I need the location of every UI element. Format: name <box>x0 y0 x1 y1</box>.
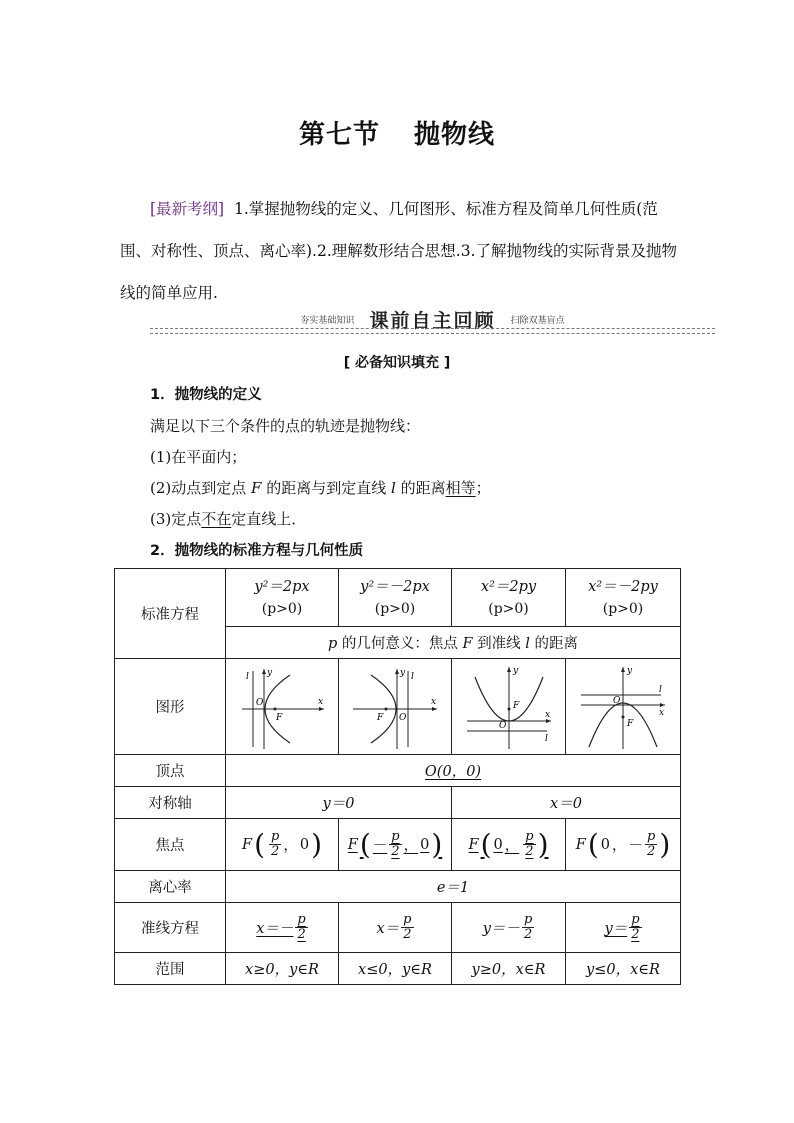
svg-text:O: O <box>498 720 506 731</box>
section2-heading: 2．抛物线的标准方程与几何性质 <box>150 543 364 559</box>
label-directrix: 准线方程 <box>115 903 226 953</box>
parabola-down-svg <box>573 663 673 751</box>
banner-right: 扫除双基盲点 <box>510 316 565 326</box>
range-value: y≤0，x∈R <box>566 953 681 985</box>
properties-table <box>114 568 681 985</box>
parabola-left-svg <box>345 663 445 751</box>
graph-right-opening <box>226 659 339 755</box>
graph-down-opening <box>566 659 681 755</box>
svg-text:F: F <box>377 712 384 723</box>
equation-cell: y²＝2px (p>0) <box>226 569 339 627</box>
label-range: 范围 <box>115 953 226 985</box>
syllabus-label: [最新考纲] <box>150 200 225 218</box>
svg-text:l: l <box>246 671 249 682</box>
banner-divider <box>150 328 715 334</box>
svg-text:y: y <box>400 667 406 678</box>
label-eccentricity: 离心率 <box>115 871 226 903</box>
graph-left-opening <box>339 659 452 755</box>
title-part2: 抛物线 <box>414 120 496 150</box>
eccentricity-value: e＝1 <box>226 871 681 903</box>
directrix-value: y＝ $\frac{p}{2}$ <box>566 903 681 953</box>
svg-text:O: O <box>613 695 621 706</box>
title-part1: 第七节 <box>298 120 380 150</box>
svg-text:l: l <box>411 671 414 682</box>
range-value: y≥0，x∈R <box>452 953 566 985</box>
label-focus: 焦点 <box>115 819 226 871</box>
svg-text:x: x <box>544 709 550 720</box>
condition-1: (1)在平面内； <box>150 448 247 466</box>
range-value: x≤0，y∈R <box>339 953 452 985</box>
equation-cell: x²＝－2py (p>0) <box>566 569 681 627</box>
section1-intro: 满足以下三个条件的点的轨迹是抛物线： <box>150 417 421 435</box>
syllabus <box>120 188 680 314</box>
svg-text:y: y <box>627 665 633 676</box>
section1-heading: 1．抛物线的定义 <box>150 387 262 403</box>
graph-up-opening <box>452 659 566 755</box>
axis-value-y: x＝0 <box>452 787 681 819</box>
banner-left: 夯实基础知识 <box>300 316 355 326</box>
svg-text:O: O <box>256 697 264 708</box>
focus-value: F ( 0 ， － $\frac{p}{2}$ ) <box>566 819 681 871</box>
focus-value: F ( 0 ， $\frac{p}{2}$ ) <box>452 819 566 871</box>
condition-3: (3)定点不在定直线上． <box>150 510 307 528</box>
parabola-up-svg <box>459 663 559 751</box>
svg-text:x: x <box>318 696 324 707</box>
svg-text:F: F <box>512 700 519 711</box>
svg-text:F: F <box>627 718 634 729</box>
svg-text:F: F <box>276 712 283 723</box>
svg-text:y: y <box>267 667 273 678</box>
subheading: [ 必备知识填充 ] <box>343 355 451 371</box>
p-meaning: p 的几何意义：焦点 F 到准线 l 的距离 <box>226 627 681 659</box>
syllabus-text: 1.掌握抛物线的定义、几何图形、标准方程及简单几何性质(范围、对称性、顶点、离心率).2.理解数形结合思想.3.了解抛物线的实际背景及抛物线的简单应用. <box>120 200 677 302</box>
section-banner <box>150 306 715 330</box>
svg-text:y: y <box>512 665 518 676</box>
focus-value: F ( $\frac{p}{2}$ ， 0 ) <box>226 819 339 871</box>
focus-value: F ( － $\frac{p}{2}$ ， 0 ) <box>339 819 452 871</box>
condition-2: (2)动点到定点 F 的距离与到定直线 l 的距离相等； <box>150 479 491 497</box>
svg-text:l: l <box>544 733 548 744</box>
label-axis: 对称轴 <box>115 787 226 819</box>
label-standard-equation: 标准方程 <box>115 569 226 659</box>
directrix-value: x＝ $\frac{p}{2}$ <box>339 903 452 953</box>
directrix-value: x＝－ $\frac{p}{2}$ <box>226 903 339 953</box>
equation-cell: x²＝2py (p>0) <box>452 569 566 627</box>
directrix-value: y＝－ $\frac{p}{2}$ <box>452 903 566 953</box>
svg-text:x: x <box>431 696 437 707</box>
vertex-value: O(0，0) <box>226 755 681 787</box>
parabola-right-svg <box>232 663 332 751</box>
svg-text:O: O <box>399 712 407 723</box>
range-value: x≥0，y∈R <box>226 953 339 985</box>
banner-center: 课前自主回顾 <box>369 310 496 332</box>
page-title <box>0 114 794 151</box>
label-graph: 图形 <box>115 659 226 755</box>
svg-text:l: l <box>659 684 662 695</box>
label-vertex: 顶点 <box>115 755 226 787</box>
equation-cell: y²＝－2px (p>0) <box>339 569 452 627</box>
axis-value-x: y＝0 <box>226 787 452 819</box>
svg-text:x: x <box>659 707 665 718</box>
